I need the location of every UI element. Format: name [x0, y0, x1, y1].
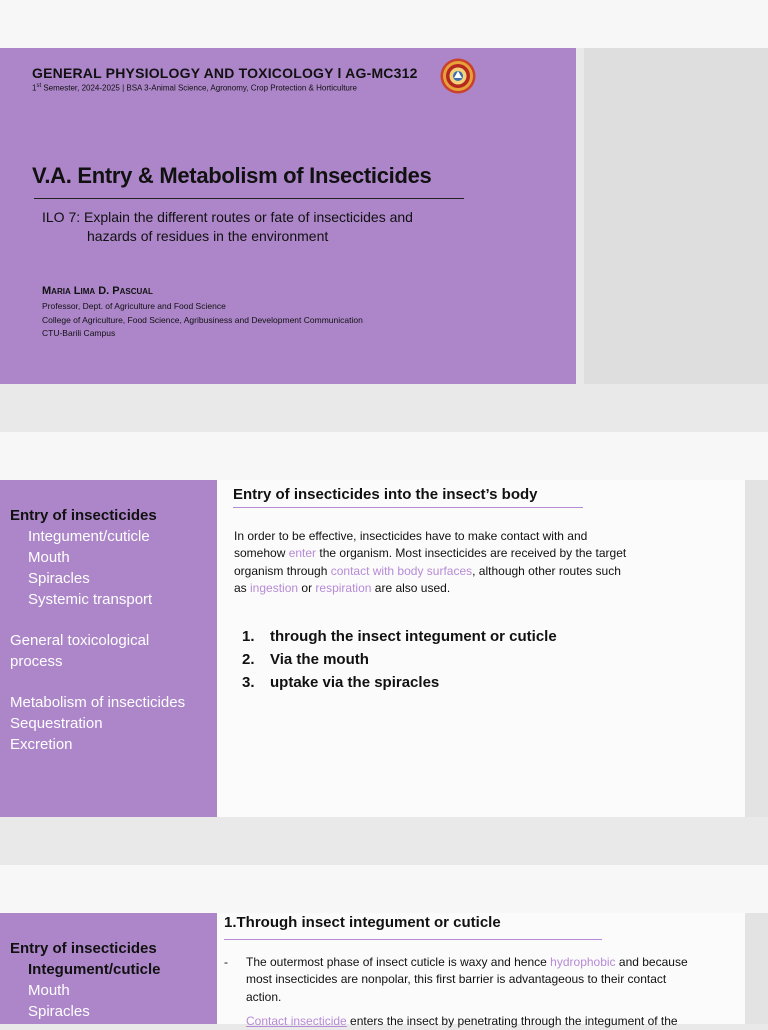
slide2-heading: Entry of insecticides into the insect’s body — [233, 486, 538, 503]
page-top-margin — [0, 0, 768, 48]
nav-item-spiracles: Spiracles — [28, 1003, 90, 1020]
slide2-top-margin — [0, 432, 768, 480]
ilo-line-1: ILO 7: Explain the different routes or fate of insecticides and — [42, 209, 413, 225]
list-item: 3. uptake via the spiracles — [242, 674, 440, 691]
nav-item-systemic: Systemic transport — [28, 591, 153, 608]
nav-item-metabolism: Metabolism of insecticides — [10, 694, 186, 711]
author-college: College of Agriculture, Food Science, Agribusiness and Development Communication — [42, 315, 363, 325]
author-name: Maria Lima D. Pascual — [42, 285, 153, 297]
slide3-top-margin — [0, 865, 768, 913]
slide2-right-strip — [745, 480, 768, 817]
ilo-line-2: hazards of residues in the environment — [87, 228, 329, 244]
author-campus: CTU-Barili Campus — [42, 328, 116, 338]
slide3-heading: 1.Through insect integument or cuticle — [224, 914, 501, 931]
title-underline — [34, 198, 464, 199]
slide-gap — [0, 817, 768, 865]
nav-item-mouth: Mouth — [28, 982, 70, 999]
slide2-heading-rule — [233, 507, 583, 508]
list-item: 1. through the insect integument or cuticle — [242, 628, 557, 645]
slide3-bullet-2: Contact insecticide enters the insect by penetrating through the integument of the — [246, 1014, 678, 1028]
nav-item-integument-active: Integument/cuticle — [28, 961, 161, 978]
author-position: Professor, Dept. of Agriculture and Food Science — [42, 301, 226, 311]
nav-item-mouth: Mouth — [28, 549, 70, 566]
list-item: 2. Via the mouth — [242, 651, 369, 668]
learning-outcome — [42, 208, 542, 246]
slide3-heading-rule — [224, 939, 602, 940]
nav-item-integument: Integument/cuticle — [28, 528, 150, 545]
semester-line: 1st Semester, 2024-2025 | BSA 3-Animal Science, Agronomy, Crop Protection & Horticulture — [32, 83, 357, 93]
nav-item-general-1: General toxicological — [10, 632, 150, 649]
nav-heading-entry: Entry of insecticides — [10, 507, 157, 524]
slide2-paragraph: In order to be effective, insecticides have to make contact with and somehow enter the organism. Most insecticides are received by the target organism through contact with body surfaces, although other routes such as ingestion or respiration are also used. — [234, 529, 627, 595]
university-seal-icon — [440, 58, 476, 94]
nav-item-spiracles: Spiracles — [28, 570, 90, 587]
title-slide-side-panel — [584, 48, 768, 384]
course-title: GENERAL PHYSIOLOGY AND TOXICOLOGY l AG-MC312 — [32, 65, 418, 81]
nav-item-general-2: process — [10, 653, 63, 670]
nav-item-excretion: Excretion — [10, 736, 73, 753]
slide3-right-strip — [745, 913, 768, 1024]
slide3-bullet-1: The outermost phase of insect cuticle is waxy and hence hydrophobic and because most insecticides are nonpolar, this first barrier is advantageous to their contact action. — [246, 955, 688, 1004]
nav-heading-entry: Entry of insecticides — [10, 940, 157, 957]
nav-item-sequestration: Sequestration — [10, 715, 103, 732]
slide-gap — [0, 384, 768, 432]
presentation-title: V.A. Entry & Metabolism of Insecticides — [32, 163, 432, 188]
bullet-dash: - — [224, 955, 228, 969]
